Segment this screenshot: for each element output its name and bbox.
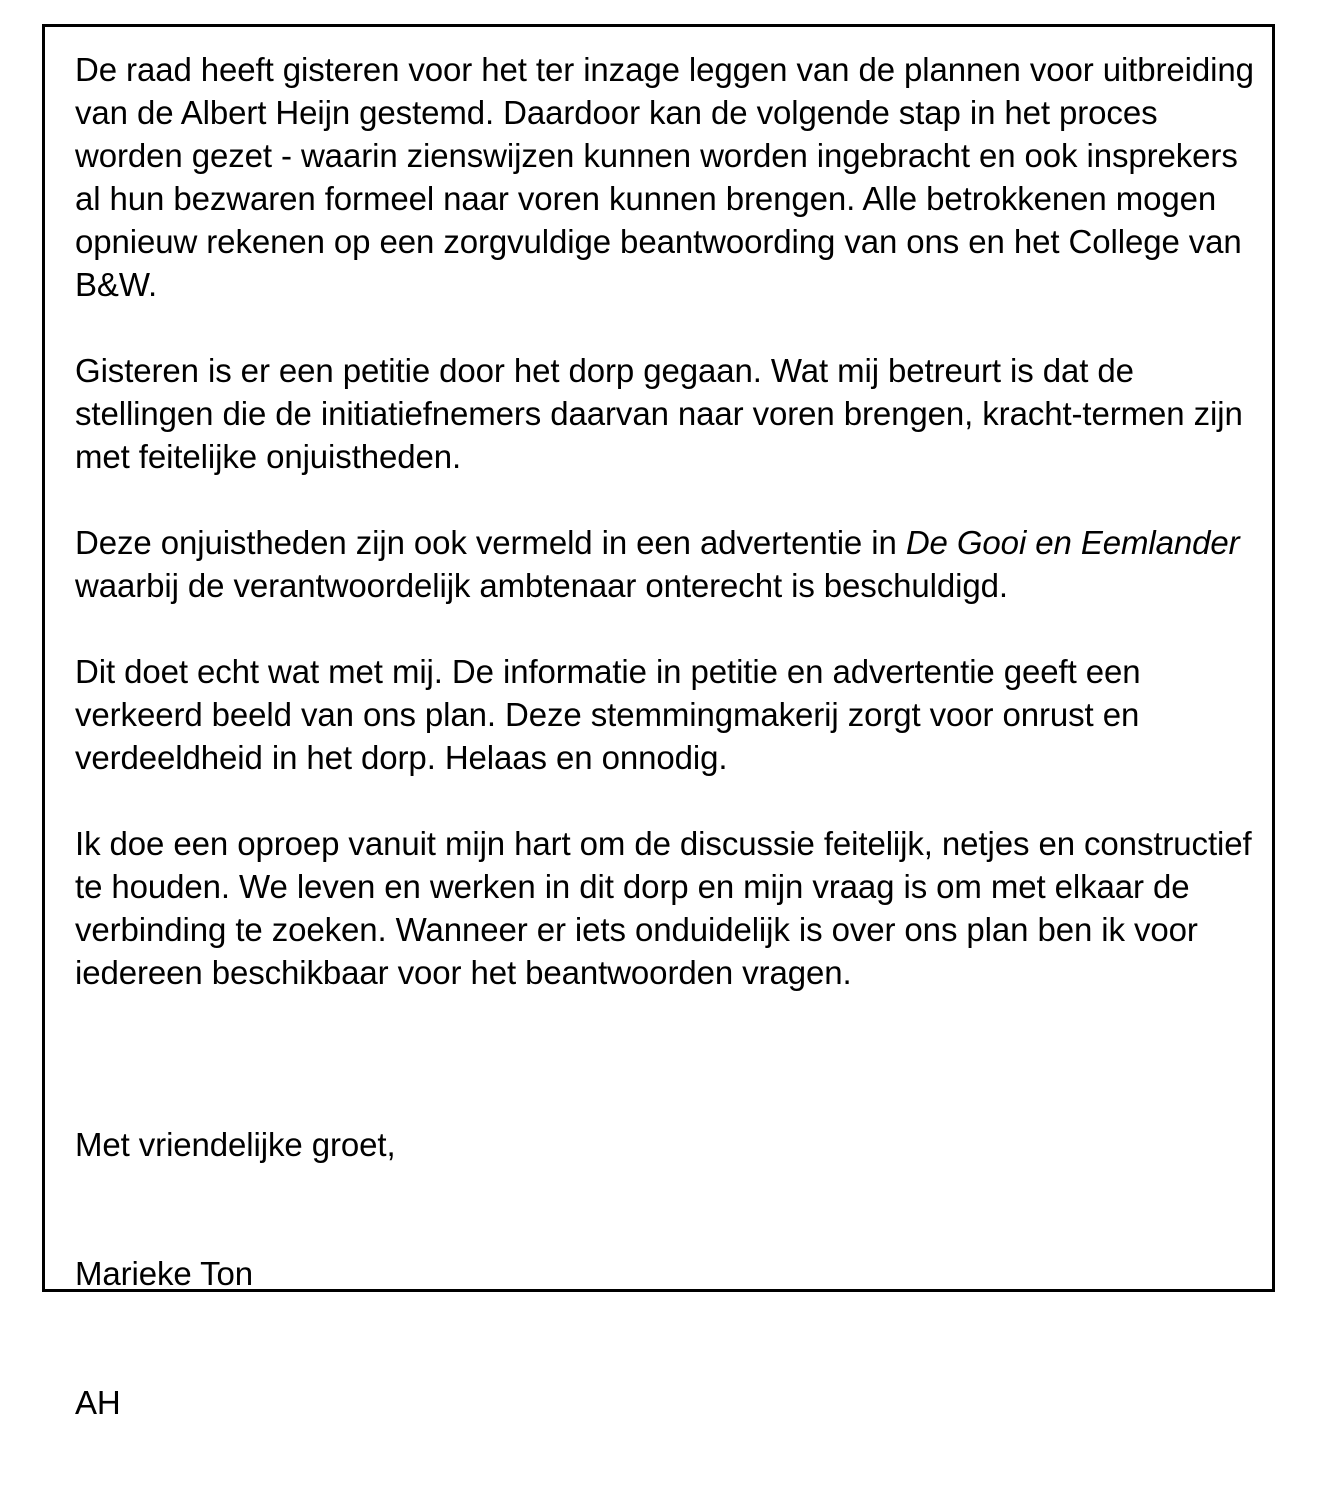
paragraph-5: Ik doe een oproep vanuit mijn hart om de discussie feitelijk, netjes en constructief te houden. We leven en werken in dit dorp en mijn vraag is om met elkaar de verbinding te zoeken. Wanneer er iets onduidelijk is over ons plan ben ik voor iedereen beschikbaar voor het beantwoorden vragen.	[75, 825, 1261, 991]
paragraph-1: De raad heeft gisteren voor het ter inzage leggen van de plannen voor uitbreiding van de Albert Heijn gestemd. Daardoor kan de volgende stap in het proces worden gezet - waarin zienswijzen kunnen worden ingebracht en ook insprekers al hun bezwaren formeel naar voren kunnen brengen. Alle betrokkenen mogen opnieuw rekenen op een zorgvuldige beantwoording van ons en het College van B&W.	[75, 51, 1263, 303]
signature-organization: AH	[75, 1384, 121, 1421]
newspaper-title-italic: De Gooi en Eemlander	[905, 524, 1240, 561]
paragraph-3-tail: waarbij de verantwoordelijk ambtenaar onterecht is beschuldigd.	[75, 524, 1249, 604]
document-border-frame	[42, 24, 1275, 1421]
paragraph-4: Dit doet echt wat met mij. De informatie in petitie en advertentie geeft een verkeerd beeld van ons plan. Deze stemmingmakerij zorgt voor onrust en verdeeldheid in het dorp. Helaas en onnodig.	[75, 653, 1150, 776]
signature-block	[75, 1037, 1255, 1510]
signature-name: Marieke Ton	[75, 1255, 254, 1292]
paragraph-3	[75, 521, 1255, 607]
letter-body	[75, 48, 1263, 1510]
paragraph-3-lead: Deze onjuistheden zijn ook vermeld in een advertentie in	[75, 524, 906, 561]
paragraph-2: Gisteren is er een petitie door het dorp gegaan. Wat mij betreurt is dat de stellingen die de initiatiefnemers daarvan naar voren brengen, kracht-termen zijn met feitelijke onjuistheden.	[75, 352, 1252, 475]
signature-closing: Met vriendelijke groet,	[75, 1126, 396, 1163]
